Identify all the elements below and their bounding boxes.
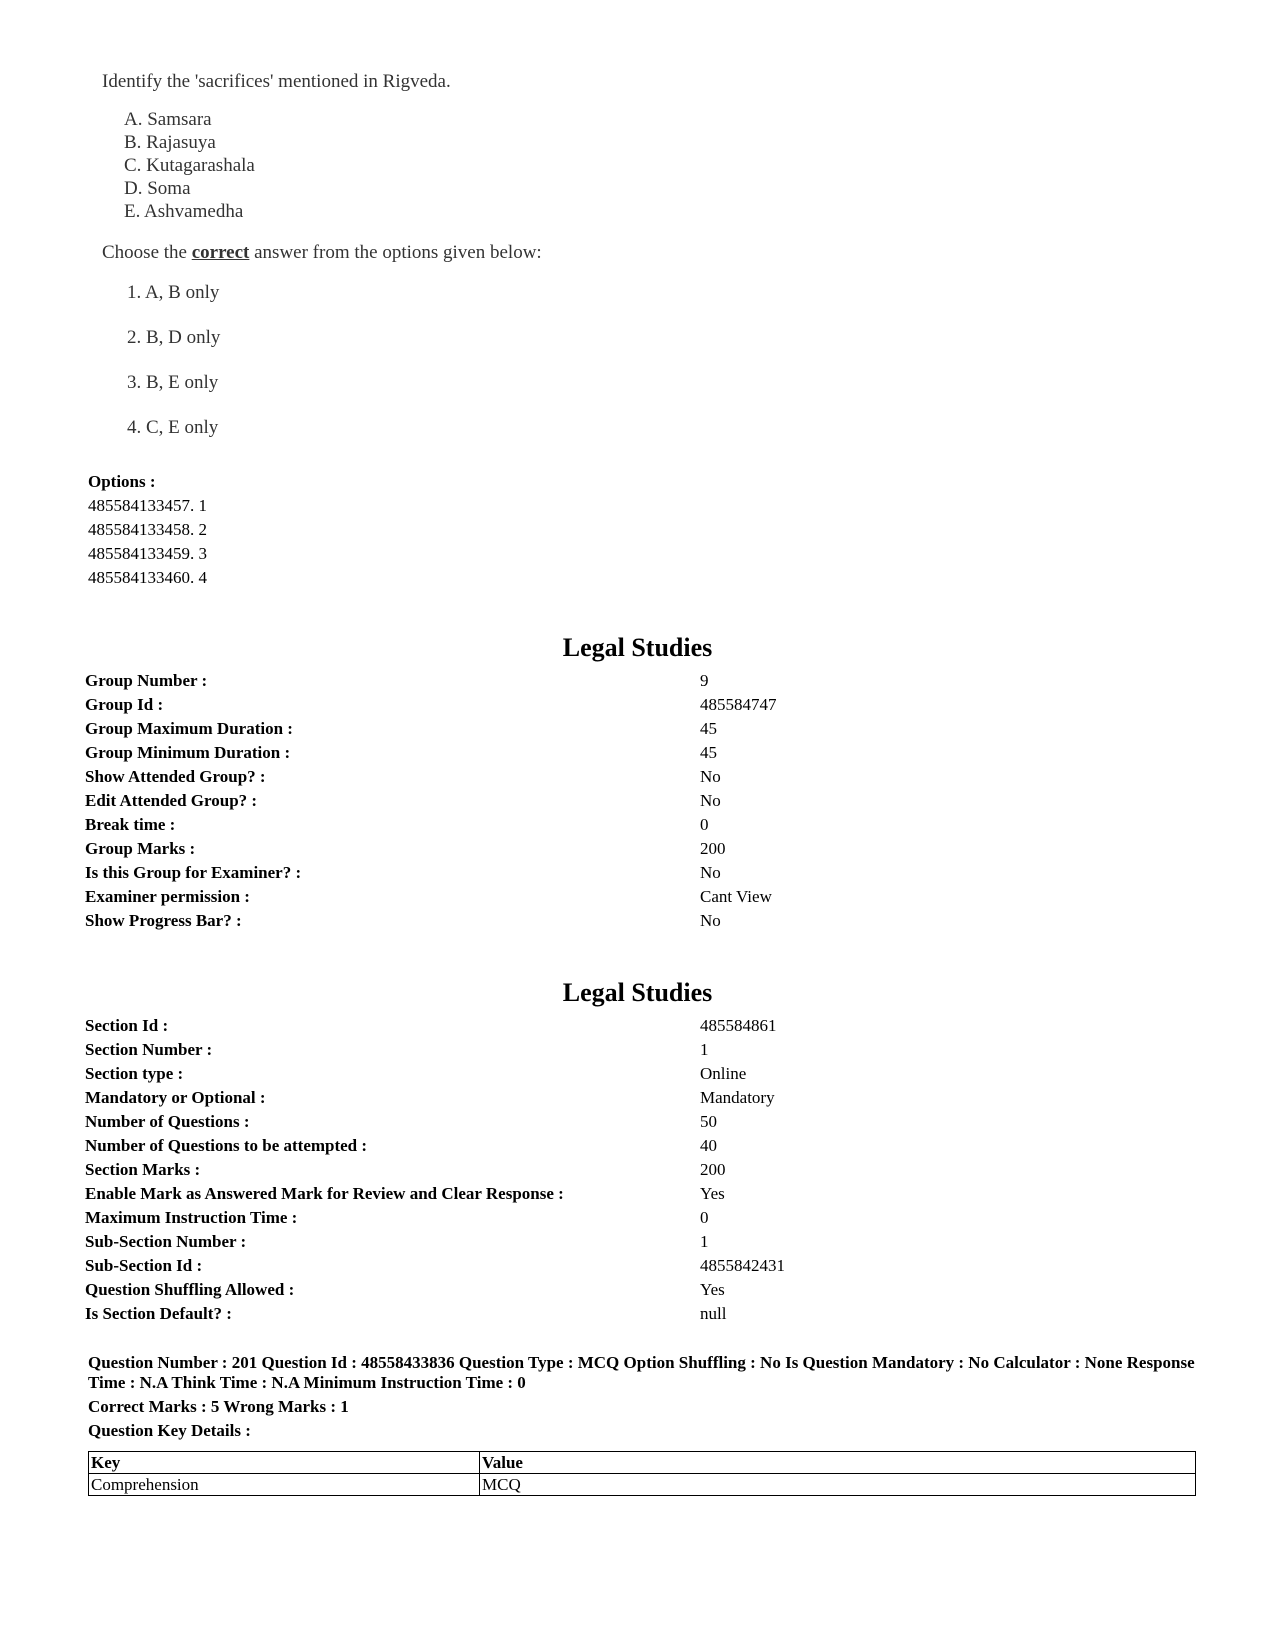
question-stem: Identify the 'sacrifices' mentioned in Rigveda. <box>102 71 451 92</box>
detail-value: No <box>700 863 721 882</box>
statement-item: D. Soma <box>124 178 191 199</box>
group-details <box>85 669 1185 933</box>
answer-list <box>127 279 542 459</box>
detail-row <box>85 741 1185 765</box>
detail-key: Group Marks : <box>85 839 196 858</box>
question-block <box>102 68 542 459</box>
detail-value: 200 <box>700 839 726 858</box>
detail-key: Sub-Section Id : <box>85 1256 203 1275</box>
statement-item: E. Ashvamedha <box>124 201 244 222</box>
detail-value: 1 <box>700 1232 709 1251</box>
detail-row <box>85 861 1185 885</box>
detail-value: Cant View <box>700 887 772 906</box>
answer-choice: 3. B, E only <box>127 372 219 393</box>
choose-suffix: answer from the options given below: <box>249 242 542 263</box>
detail-value: 485584861 <box>700 1016 777 1035</box>
detail-key: Section type : <box>85 1064 184 1083</box>
detail-key: Question Shuffling Allowed : <box>85 1280 295 1299</box>
detail-value: Online <box>700 1064 747 1083</box>
option-item: 485584133459. 3 <box>88 544 207 563</box>
detail-key: Section Marks : <box>85 1160 201 1179</box>
detail-row <box>85 1086 1185 1110</box>
option-item: 485584133458. 2 <box>88 520 207 539</box>
choose-prefix: Choose the <box>102 242 192 263</box>
marks-info: Correct Marks : 5 Wrong Marks : 1 <box>88 1397 349 1416</box>
choose-instruction <box>102 239 542 267</box>
detail-value: 200 <box>700 1160 726 1179</box>
section-details <box>85 1014 1185 1326</box>
statement-item: C. Kutagarashala <box>124 155 255 176</box>
detail-value: Yes <box>700 1280 725 1299</box>
answer-choice: 2. B, D only <box>127 327 221 348</box>
options-list <box>88 470 207 590</box>
detail-key: Section Id : <box>85 1016 169 1035</box>
statement-item: B. Rajasuya <box>124 132 216 153</box>
choose-highlight: correct <box>191 242 250 263</box>
options-label: Options : <box>88 472 156 491</box>
detail-value: 50 <box>700 1112 717 1131</box>
detail-key: Sub-Section Number : <box>85 1232 247 1251</box>
detail-row <box>85 669 1185 693</box>
detail-value: 0 <box>700 1208 709 1227</box>
detail-value: Yes <box>700 1184 725 1203</box>
detail-value: null <box>700 1304 727 1323</box>
column-header: Key <box>89 1452 480 1474</box>
detail-value: 40 <box>700 1136 717 1155</box>
detail-row <box>85 789 1185 813</box>
detail-value: No <box>700 767 721 786</box>
detail-row <box>85 1254 1185 1278</box>
detail-key: Maximum Instruction Time : <box>85 1208 298 1227</box>
detail-key: Break time : <box>85 815 176 834</box>
detail-key: Examiner permission : <box>85 887 250 906</box>
detail-value: 4855842431 <box>700 1256 785 1275</box>
table-cell: MCQ <box>480 1474 1196 1496</box>
detail-row <box>85 909 1185 933</box>
option-item: 485584133457. 1 <box>88 496 207 515</box>
detail-row <box>85 1038 1185 1062</box>
detail-value: 1 <box>700 1040 709 1059</box>
detail-value: 45 <box>700 719 717 738</box>
detail-key: Number of Questions to be attempted : <box>85 1136 368 1155</box>
question-info <box>88 1353 1198 1445</box>
column-header: Value <box>480 1452 1196 1474</box>
detail-row <box>85 693 1185 717</box>
detail-row <box>85 717 1185 741</box>
detail-row <box>85 1134 1185 1158</box>
detail-row <box>85 765 1185 789</box>
detail-row <box>85 1182 1185 1206</box>
answer-choice: 1. A, B only <box>127 282 220 303</box>
detail-row <box>85 1110 1185 1134</box>
detail-key: Mandatory or Optional : <box>85 1088 266 1107</box>
detail-key: Section Number : <box>85 1040 213 1059</box>
detail-key: Group Minimum Duration : <box>85 743 291 762</box>
detail-row <box>85 837 1185 861</box>
detail-key: Is this Group for Examiner? : <box>85 863 302 882</box>
detail-row <box>85 1014 1185 1038</box>
question-meta: Question Number : 201 Question Id : 48558433836 Question Type : MCQ Option Shuffling : No Is Question Mandatory : No Calculator : None Response Time : N.A Think Time : N.A Minimum Instruction Time : 0 <box>88 1353 1195 1392</box>
detail-value: 485584747 <box>700 695 777 714</box>
detail-row <box>85 1230 1185 1254</box>
detail-key: Group Id : <box>85 695 164 714</box>
detail-row <box>85 813 1185 837</box>
detail-key: Group Number : <box>85 671 208 690</box>
group-title: Legal Studies <box>562 633 713 662</box>
detail-value: 45 <box>700 743 717 762</box>
detail-key: Number of Questions : <box>85 1112 250 1131</box>
table-row <box>89 1474 1196 1496</box>
detail-row <box>85 1158 1185 1182</box>
detail-key: Enable Mark as Answered Mark for Review and Clear Response : <box>85 1184 564 1203</box>
table-header-row <box>89 1452 1196 1474</box>
detail-key: Show Progress Bar? : <box>85 911 242 930</box>
detail-value: No <box>700 911 721 930</box>
detail-row <box>85 1278 1185 1302</box>
detail-value: 0 <box>700 815 709 834</box>
section-title: Legal Studies <box>562 978 713 1007</box>
detail-key: Group Maximum Duration : <box>85 719 293 738</box>
detail-key: Is Section Default? : <box>85 1304 232 1323</box>
table-cell: Comprehension <box>89 1474 480 1496</box>
detail-key: Edit Attended Group? : <box>85 791 258 810</box>
detail-value: Mandatory <box>700 1088 775 1107</box>
statement-list <box>124 108 542 223</box>
option-item: 485584133460. 4 <box>88 568 207 587</box>
detail-value: No <box>700 791 721 810</box>
detail-key: Show Attended Group? : <box>85 767 266 786</box>
detail-row <box>85 1302 1185 1326</box>
detail-value: 9 <box>700 671 709 690</box>
detail-row <box>85 885 1185 909</box>
answer-choice: 4. C, E only <box>127 417 219 438</box>
statement-item: A. Samsara <box>124 109 212 130</box>
detail-row <box>85 1206 1185 1230</box>
key-details-label: Question Key Details : <box>88 1421 251 1440</box>
detail-row <box>85 1062 1185 1086</box>
question-key-table <box>88 1451 1196 1496</box>
